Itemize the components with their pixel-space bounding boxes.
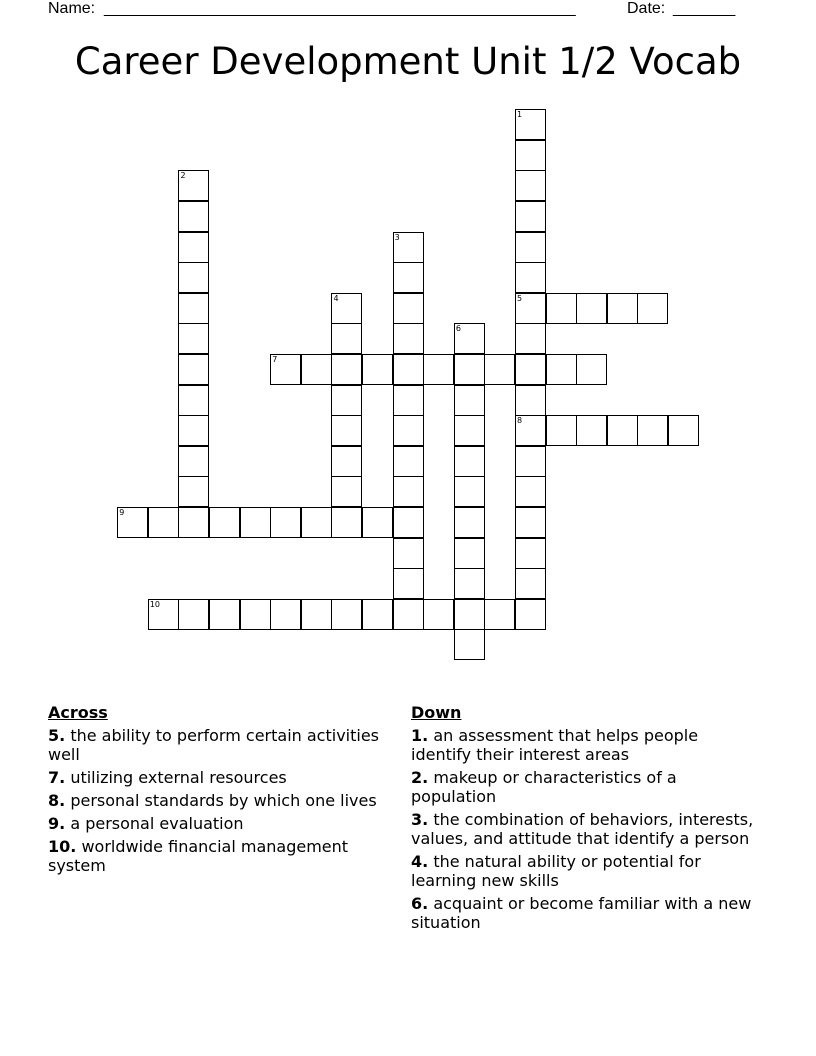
crossword-cell[interactable] xyxy=(546,354,577,385)
crossword-cell[interactable] xyxy=(454,599,485,630)
crossword-cell[interactable] xyxy=(515,599,546,630)
crossword-cell[interactable] xyxy=(607,415,638,446)
crossword-cell[interactable] xyxy=(393,568,424,599)
crossword-cell[interactable] xyxy=(178,201,209,232)
crossword-cell[interactable] xyxy=(331,507,362,538)
crossword-cell[interactable] xyxy=(178,232,209,263)
crossword-cell[interactable] xyxy=(240,599,271,630)
down-clue: 4. the natural ability or potential for learning new skills xyxy=(411,852,701,890)
crossword-cell[interactable] xyxy=(209,599,240,630)
crossword-cell[interactable] xyxy=(178,170,209,201)
crossword-cell[interactable] xyxy=(393,415,424,446)
crossword-cell[interactable] xyxy=(270,507,301,538)
crossword-cell[interactable] xyxy=(331,446,362,477)
crossword-cell[interactable] xyxy=(668,415,699,446)
crossword-cell[interactable] xyxy=(331,476,362,507)
crossword-cell[interactable] xyxy=(393,232,424,263)
crossword-cell[interactable] xyxy=(301,599,332,630)
crossword-cell[interactable] xyxy=(515,323,546,354)
clue-number: 5 xyxy=(517,293,523,303)
across-clues xyxy=(48,703,393,879)
crossword-cell[interactable] xyxy=(454,446,485,477)
crossword-cell[interactable] xyxy=(178,476,209,507)
clue-number: 7 xyxy=(272,355,278,365)
crossword-cell[interactable] xyxy=(515,415,546,446)
crossword-cell[interactable] xyxy=(484,354,515,385)
across-clue: 10. worldwide financial management system xyxy=(48,837,349,875)
crossword-cell[interactable] xyxy=(515,568,546,599)
crossword-cell[interactable] xyxy=(637,415,668,446)
clue-number: 2 xyxy=(180,171,186,181)
crossword-cell[interactable] xyxy=(331,385,362,416)
crossword-cell[interactable] xyxy=(454,476,485,507)
crossword-cell[interactable] xyxy=(546,415,577,446)
date-line: _______ xyxy=(673,0,736,17)
crossword-cell[interactable] xyxy=(515,538,546,569)
crossword-cell[interactable] xyxy=(270,599,301,630)
crossword-cell[interactable] xyxy=(331,354,362,385)
down-clue: 6. acquaint or become familiar with a new situation xyxy=(411,894,752,932)
crossword-cell[interactable] xyxy=(393,385,424,416)
crossword-cell[interactable] xyxy=(270,354,301,385)
crossword-cell[interactable] xyxy=(515,140,546,171)
crossword-cell[interactable] xyxy=(178,415,209,446)
crossword-cell[interactable] xyxy=(178,446,209,477)
page-title: Career Development Unit 1/2 Vocab xyxy=(74,40,742,83)
across-clue: 7. utilizing external resources xyxy=(48,768,287,787)
crossword-cell[interactable] xyxy=(454,568,485,599)
crossword-cell[interactable] xyxy=(454,538,485,569)
crossword-cell[interactable] xyxy=(331,293,362,324)
crossword-cell[interactable] xyxy=(454,629,485,660)
crossword-cell[interactable] xyxy=(362,599,393,630)
down-clue: 2. makeup or characteristics of a population xyxy=(411,768,677,806)
crossword-cell[interactable] xyxy=(637,293,668,324)
crossword-cell[interactable] xyxy=(178,507,209,538)
down-clue: 1. an assessment that helps people identify their interest areas xyxy=(411,726,699,764)
crossword-cell[interactable] xyxy=(423,354,454,385)
crossword-cell[interactable] xyxy=(515,446,546,477)
down-clue: 3. the combination of behaviors, interests, values, and attitude that identify a person xyxy=(411,810,754,848)
clue-number: 9 xyxy=(119,508,125,518)
crossword-cell[interactable] xyxy=(393,446,424,477)
crossword-cell[interactable] xyxy=(393,507,424,538)
crossword-cell[interactable] xyxy=(454,507,485,538)
clue-number: 4 xyxy=(333,293,339,303)
crossword-cell[interactable] xyxy=(148,599,179,630)
crossword-cell[interactable] xyxy=(454,354,485,385)
clue-number: 8 xyxy=(517,416,523,426)
crossword-cell[interactable] xyxy=(117,507,148,538)
crossword-cell[interactable] xyxy=(515,109,546,140)
crossword-cell[interactable] xyxy=(515,262,546,293)
crossword-cell[interactable] xyxy=(515,476,546,507)
crossword-cell[interactable] xyxy=(515,232,546,263)
clue-number: 10 xyxy=(149,599,161,609)
name-label: Name: xyxy=(48,0,96,17)
crossword-cell[interactable] xyxy=(515,385,546,416)
date-label: Date: xyxy=(627,0,666,17)
crossword-cell[interactable] xyxy=(393,538,424,569)
crossword-cell[interactable] xyxy=(331,599,362,630)
crossword-cell[interactable] xyxy=(576,354,607,385)
crossword-cell[interactable] xyxy=(148,507,179,538)
crossword-cell[interactable] xyxy=(178,599,209,630)
crossword-cell[interactable] xyxy=(515,507,546,538)
down-heading: Down xyxy=(411,703,462,722)
crossword-cell[interactable] xyxy=(178,385,209,416)
crossword-cell[interactable] xyxy=(178,293,209,324)
crossword-cell[interactable] xyxy=(454,385,485,416)
crossword-cell[interactable] xyxy=(454,415,485,446)
crossword-cell[interactable] xyxy=(515,354,546,385)
name-line: _____________________________________________________ xyxy=(104,0,576,17)
crossword-cell[interactable] xyxy=(301,354,332,385)
crossword-cell[interactable] xyxy=(454,323,485,354)
down-clues xyxy=(411,703,756,936)
crossword-cell[interactable] xyxy=(178,262,209,293)
crossword-cell[interactable] xyxy=(515,201,546,232)
crossword-cell[interactable] xyxy=(331,415,362,446)
crossword-cell[interactable] xyxy=(393,262,424,293)
crossword-cell[interactable] xyxy=(331,323,362,354)
crossword-cell[interactable] xyxy=(393,476,424,507)
crossword-cell[interactable] xyxy=(393,599,424,630)
clue-number: 3 xyxy=(394,232,400,242)
crossword-cell[interactable] xyxy=(515,293,546,324)
crossword-cell[interactable] xyxy=(209,507,240,538)
crossword-cell[interactable] xyxy=(546,293,577,324)
crossword-cell[interactable] xyxy=(362,354,393,385)
clue-number: 1 xyxy=(517,110,523,120)
across-clue: 8. personal standards by which one lives xyxy=(48,791,377,810)
crossword-cell[interactable] xyxy=(393,293,424,324)
crossword-cell[interactable] xyxy=(423,599,454,630)
clue-number: 6 xyxy=(455,324,461,334)
across-clue: 9. a personal evaluation xyxy=(48,814,244,833)
crossword-cell[interactable] xyxy=(607,293,638,324)
crossword-cell[interactable] xyxy=(301,507,332,538)
crossword-cell[interactable] xyxy=(576,293,607,324)
crossword-cell[interactable] xyxy=(362,507,393,538)
across-clue: 5. the ability to perform certain activities well xyxy=(48,726,379,764)
crossword-cell[interactable] xyxy=(178,323,209,354)
crossword-cell[interactable] xyxy=(178,354,209,385)
crossword-cell[interactable] xyxy=(393,323,424,354)
across-heading: Across xyxy=(48,703,108,722)
crossword-cell[interactable] xyxy=(576,415,607,446)
crossword-cell[interactable] xyxy=(515,170,546,201)
crossword-cell[interactable] xyxy=(484,599,515,630)
crossword-cell[interactable] xyxy=(393,354,424,385)
crossword-cell[interactable] xyxy=(240,507,271,538)
